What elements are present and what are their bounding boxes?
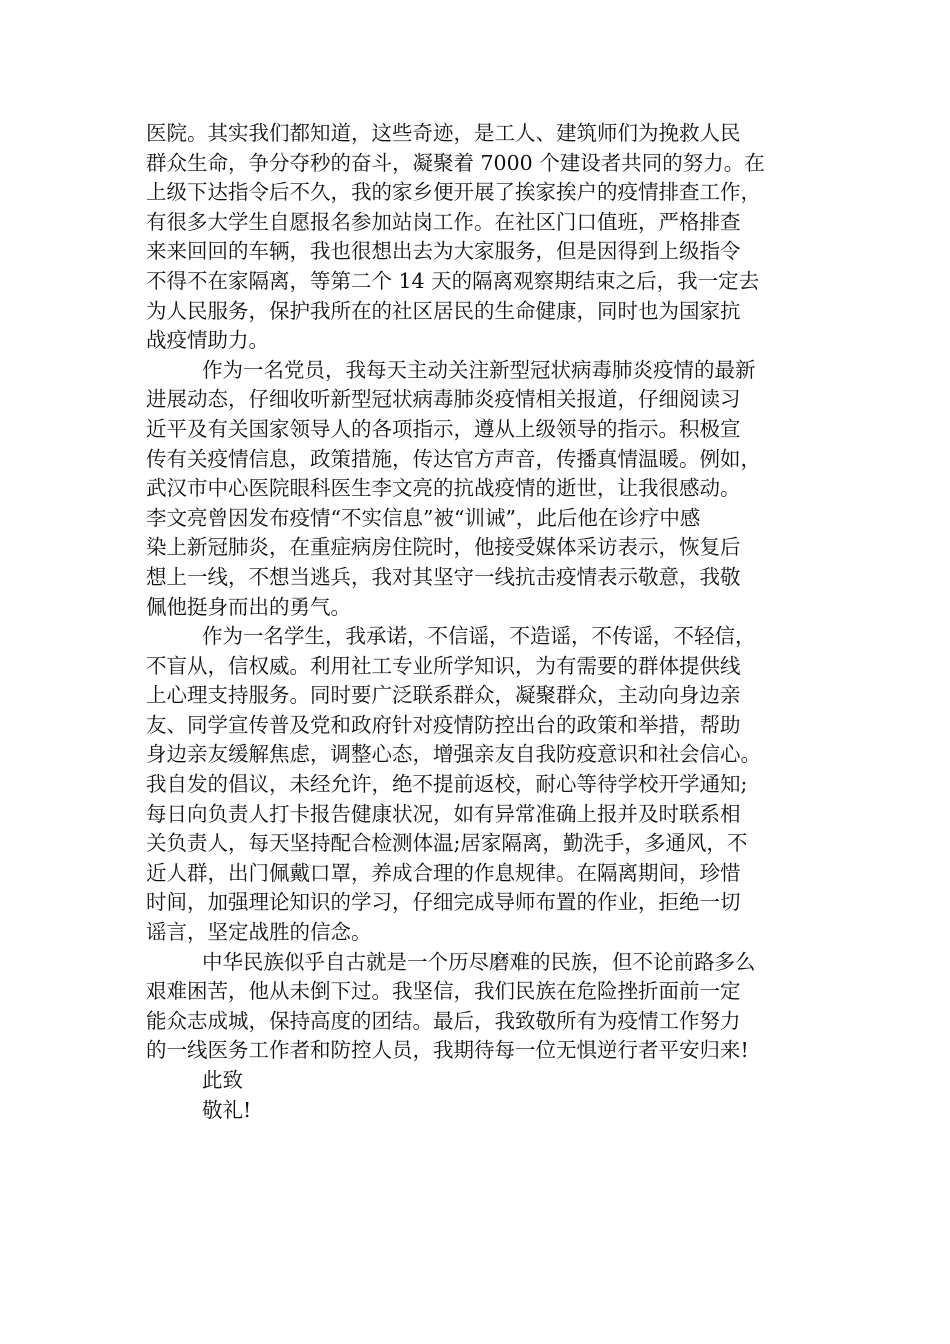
regards-line: 敬礼! (202, 1097, 252, 1122)
text-line: 关负责人，每天坚持配合检测体温;居家隔离，勤洗手，多通风，不 (146, 831, 748, 856)
text-line: 能众志成城，保持高度的团结。最后，我致敬所有为疫情工作努力 (146, 1008, 741, 1033)
text-line: 每日向负责人打卡报告健康状况，如有异常准确上报并及时联系相 (146, 801, 741, 826)
letter-body (146, 119, 826, 1125)
closing-regards (146, 1096, 826, 1126)
text-line: 谣言，坚定战胜的信念。 (146, 920, 372, 945)
text-line: 武汉市中心医院眼科医生李文亮的抗战疫情的逝世，让我很感动。 (146, 476, 741, 501)
text-line: 的一线医务工作者和防控人员，我期待每一位无惧逆行者平安归来! (146, 1038, 749, 1063)
closing-line: 此致 (202, 1068, 243, 1092)
text-line: 战疫情助力。 (146, 328, 269, 353)
paragraph-2 (146, 356, 826, 622)
paragraph-3 (146, 622, 826, 948)
text-line: 友、同学宣传普及党和政府针对疫情防控出台的政策和举措，帮助 (146, 712, 741, 737)
text-line: 时间，加强理论知识的学习，仔细完成导师布置的作业，拒绝一切 (146, 890, 741, 915)
text-line: 来来回回的车辆，我也很想出去为大家服务，但是因得到上级指令 (146, 239, 741, 264)
text-line: 上级下达指令后不久，我的家乡便开展了挨家挨户的疫情排查工作， (146, 180, 761, 205)
text-line: 作为一名党员，我每天主动关注新型冠状病毒肺炎疫情的最新 (202, 357, 756, 382)
text-line: 为人民服务，保护我所在的社区居民的生命健康，同时也为国家抗 (146, 298, 741, 323)
text-line: 近人群，出门佩戴口罩，养成合理的作息规律。在隔离期间，珍惜 (146, 860, 741, 885)
text-line: 上心理支持服务。同时要广泛联系群众，凝聚群众，主动向身边亲 (146, 683, 741, 708)
text-line: 作为一名学生，我承诺，不信谣，不造谣，不传谣，不轻信， (202, 624, 756, 649)
text-line: 艰难困苦，他从未倒下过。我坚信，我们民族在危险挫折面前一定 (146, 979, 741, 1004)
paragraph-1 (146, 119, 826, 356)
paragraph-4 (146, 948, 826, 1066)
text-line: 我自发的倡议，未经允许，绝不提前返校，耐心等待学校开学通知; (146, 772, 748, 797)
text-line: 佩他挺身而出的勇气。 (146, 594, 351, 619)
text-line: 近平及有关国家领导人的各项指示，遵从上级领导的指示。积极宣 (146, 416, 741, 441)
text-line: 不得不在家隔离，等第二个 14 天的隔离观察期结束之后，我一定去 (146, 268, 760, 293)
closing-salutation (146, 1066, 826, 1096)
text-line: 不盲从，信权威。利用社工专业所学知识，为有需要的群体提供线 (146, 653, 741, 678)
text-line: 染上新冠肺炎，在重症病房住院时，他接受媒体采访表示，恢复后 (146, 535, 741, 560)
text-line: 进展动态，仔细收听新型冠状病毒肺炎疫情相关报道，仔细阅读习 (146, 387, 741, 412)
text-line: 李文亮曾因发布疫情“不实信息”被“训诫”，此后他在诊疗中感 (146, 505, 701, 530)
text-line: 想上一线，不想当逃兵，我对其坚守一线抗击疫情表示敬意，我敬 (146, 564, 741, 589)
text-line: 传有关疫情信息，政策措施，传达官方声音，传播真情温暖。例如， (146, 446, 761, 471)
text-line: 群众生命，争分夺秒的奋斗，凝聚着 7000 个建设者共同的努力。在 (146, 150, 765, 175)
text-line: 中华民族似乎自古就是一个历尽磨难的民族，但不论前路多么 (202, 949, 756, 974)
text-line: 有很多大学生自愿报名参加站岗工作。在社区门口值班，严格排查 (146, 209, 741, 234)
text-line: 医院。其实我们都知道，这些奇迹，是工人、建筑师们为挽救人民 (146, 121, 741, 145)
text-line: 身边亲友缓解焦虑，调整心态，增强亲友自我防疫意识和社会信心。 (146, 742, 761, 767)
